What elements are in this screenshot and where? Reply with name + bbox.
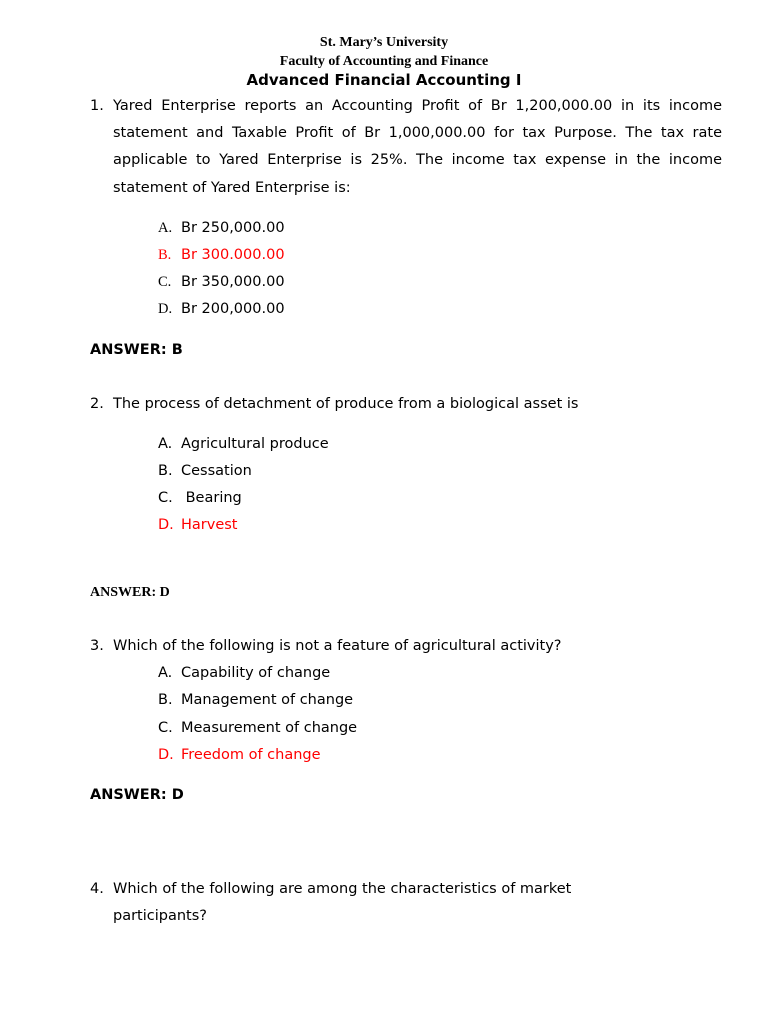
option-letter: D.	[158, 747, 174, 763]
option-letter: C.	[158, 720, 173, 736]
option-letter: B.	[158, 247, 172, 263]
option-letter: C.	[158, 490, 173, 506]
course-title: Advanced Financial Accounting I	[246, 71, 522, 89]
option-text: Freedom of change	[181, 747, 321, 763]
option-text: Br 250,000.00	[181, 220, 285, 236]
option-letter: B.	[158, 463, 173, 479]
option-letter: D.	[158, 517, 174, 533]
question-number: 4.	[90, 881, 104, 897]
question-line: The process of detachment of produce from a biological asset is	[113, 396, 579, 412]
university-name: St. Mary’s University	[319, 35, 449, 50]
option-text: Agricultural produce	[181, 436, 329, 452]
option-letter: B.	[158, 692, 173, 708]
question-number: 1.	[90, 98, 104, 114]
option-letter: C.	[158, 274, 172, 290]
option-letter: D.	[158, 301, 173, 317]
option-text: Br 200,000.00	[181, 301, 285, 317]
option-text: Management of change	[181, 692, 354, 708]
option-text: Harvest	[181, 517, 238, 533]
option-text: Br 300.000.00	[181, 247, 285, 263]
question-number: 3.	[90, 638, 104, 654]
answer-label: ANSWER: B	[90, 342, 183, 358]
answer-label: ANSWER: D	[90, 585, 170, 600]
question-line: Which of the following are among the characteristics of market	[113, 881, 572, 897]
question-line: statement of Yared Enterprise is:	[113, 180, 351, 196]
option-letter: A.	[158, 436, 173, 452]
question-number: 2.	[90, 396, 104, 412]
option-letter: A.	[158, 220, 173, 236]
question-line: Which of the following is not a feature of agricultural activity?	[113, 638, 562, 654]
option-text: Capability of change	[181, 665, 331, 681]
option-text: Cessation	[181, 463, 252, 479]
answer-label: ANSWER: D	[90, 787, 184, 803]
option-letter: A.	[158, 665, 173, 681]
question-line: Yared Enterprise reports an Accounting Profit of Br 1,200,000.00 in its income	[113, 98, 722, 114]
option-text: Measurement of change	[181, 720, 358, 736]
question-line: participants?	[113, 908, 207, 924]
question-line: statement and Taxable Profit of Br 1,000,000.00 for tax Purpose. The tax rate	[113, 125, 722, 141]
option-text: Bearing	[181, 490, 242, 506]
question-line: applicable to Yared Enterprise is 25%. The income tax expense in the income	[113, 152, 722, 168]
faculty-name: Faculty of Accounting and Finance	[279, 54, 489, 69]
option-text: Br 350,000.00	[181, 274, 285, 290]
